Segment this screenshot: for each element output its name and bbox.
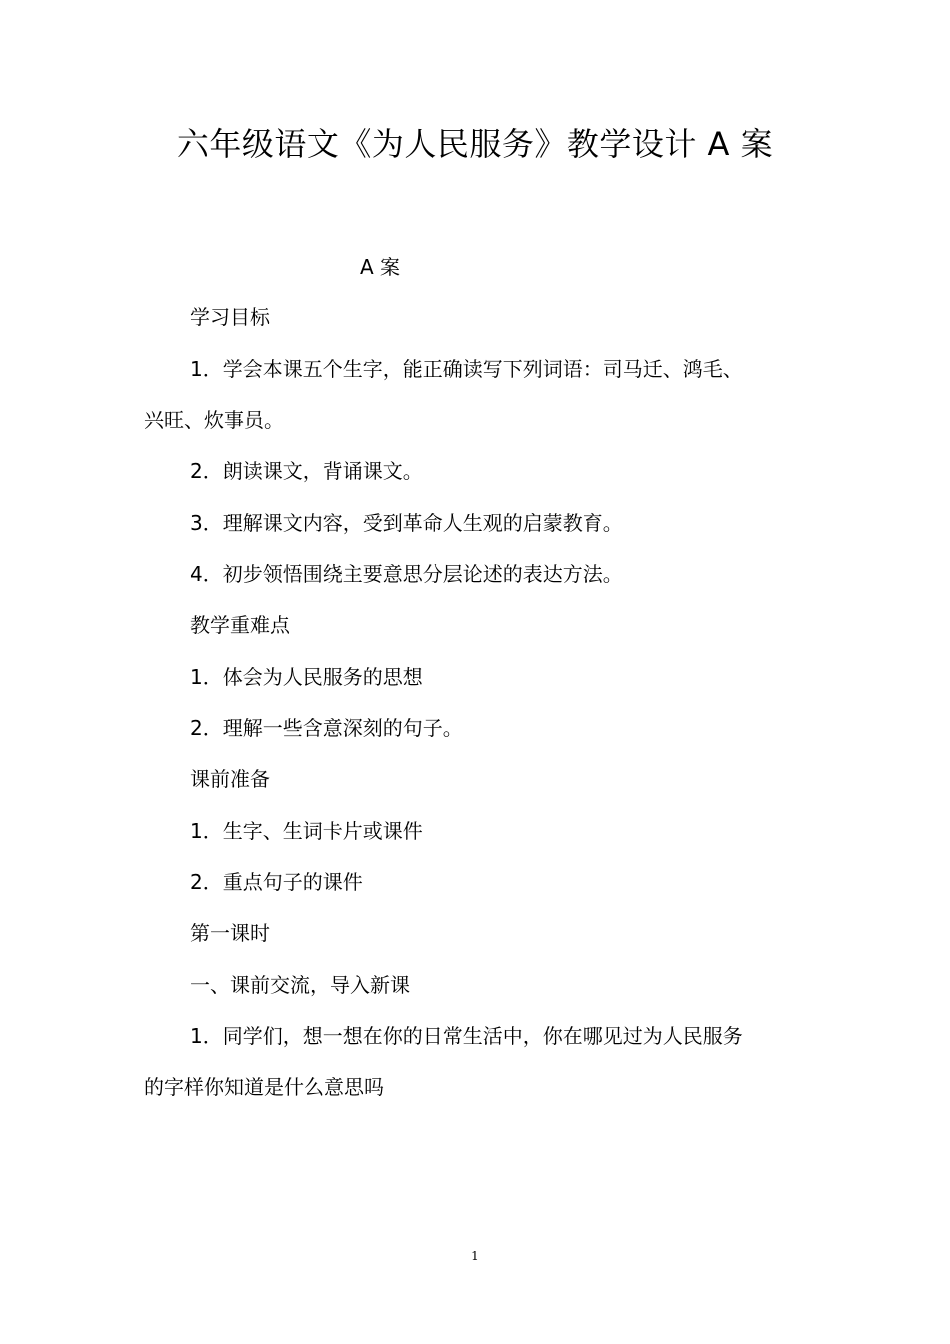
intro-item-1-continued: 的字样你知道是什么意思吗: [144, 1075, 384, 1099]
document-subtitle: A 案: [360, 255, 401, 279]
goal-item-2: 2．朗读课文，背诵课文。: [190, 459, 423, 483]
intro-item-1: 1．同学们，想一想在你的日常生活中，你在哪见过为人民服务: [190, 1024, 743, 1048]
difficulty-item-1: 1．体会为人民服务的思想: [190, 665, 423, 689]
goal-item-4: 4．初步领悟围绕主要意思分层论述的表达方法。: [190, 562, 623, 586]
preparation-item-1: 1．生字、生词卡片或课件: [190, 819, 423, 843]
heading-preparation: 课前准备: [190, 767, 270, 791]
document-title: 六年级语文《为人民服务》教学设计 A 案: [176, 125, 774, 163]
heading-first-lesson: 第一课时: [190, 921, 270, 945]
section-intro-heading: 一、课前交流，导入新课: [190, 973, 410, 997]
page-number: 1: [471, 1249, 479, 1263]
difficulty-item-2: 2．理解一些含意深刻的句子。: [190, 716, 463, 740]
goal-item-3: 3．理解课文内容，受到革命人生观的启蒙教育。: [190, 511, 623, 535]
heading-key-difficulties: 教学重难点: [190, 613, 290, 637]
preparation-item-2: 2．重点句子的课件: [190, 870, 363, 894]
goal-item-1-continued: 兴旺、炊事员。: [144, 408, 284, 432]
goal-item-1: 1．学会本课五个生字，能正确读写下列词语：司马迁、鸿毛、: [190, 357, 743, 381]
heading-learning-goals: 学习目标: [190, 305, 270, 329]
